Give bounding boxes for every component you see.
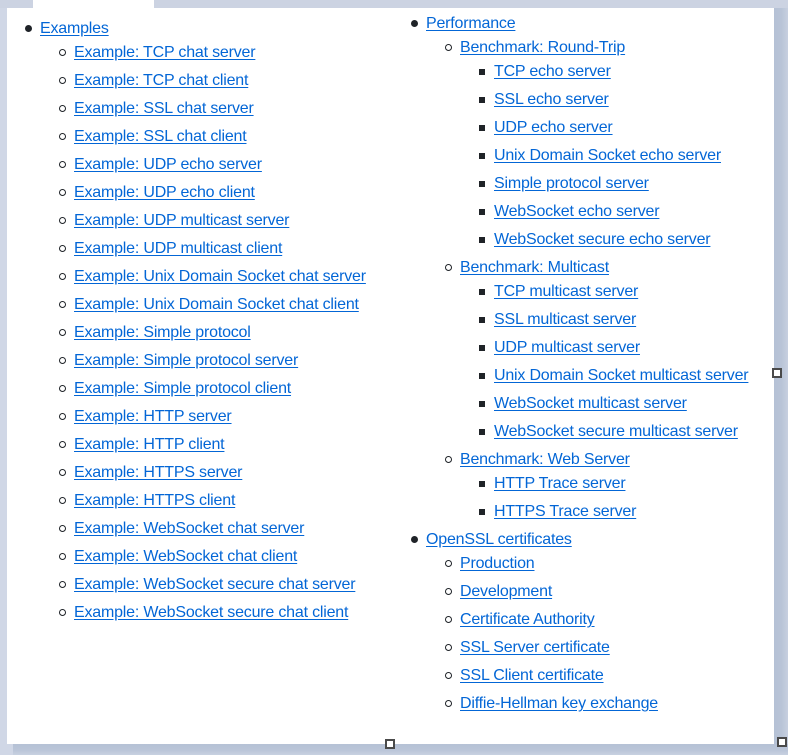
toc-item xyxy=(460,634,774,662)
toc-link[interactable]: SSL Client certificate xyxy=(460,667,604,684)
toc-link[interactable]: Benchmark: Multicast xyxy=(460,259,609,276)
toc-item xyxy=(460,578,774,606)
bullet-disc-icon xyxy=(411,20,418,27)
bullet-circle-icon xyxy=(445,588,452,595)
resize-handle-bottom-right[interactable] xyxy=(777,737,787,747)
bullet-square-icon xyxy=(479,153,485,159)
toc-item xyxy=(74,207,388,235)
toc-link[interactable]: Example: UDP echo client xyxy=(74,184,255,201)
bullet-circle-icon xyxy=(445,264,452,271)
toc-item xyxy=(74,263,388,291)
toc-column-right xyxy=(388,0,774,718)
toc-link[interactable]: Benchmark: Round-Trip xyxy=(460,39,626,56)
bullet-disc-icon xyxy=(411,536,418,543)
bullet-circle-icon xyxy=(59,49,66,56)
toc-link[interactable]: Diffie-Hellman key exchange xyxy=(460,695,658,712)
bullet-disc-icon xyxy=(25,25,32,32)
bullet-square-icon xyxy=(479,181,485,187)
toc-item xyxy=(40,15,388,627)
toc-item xyxy=(494,226,774,254)
toc-link[interactable]: WebSocket secure echo server xyxy=(494,231,711,248)
bullet-circle-icon xyxy=(59,217,66,224)
toc-link[interactable]: OpenSSL certificates xyxy=(426,531,572,548)
toc-link[interactable]: Example: UDP echo server xyxy=(74,156,262,173)
toc-link[interactable]: Example: HTTP client xyxy=(74,436,225,453)
toc-link[interactable]: Example: Simple protocol client xyxy=(74,380,292,397)
toc-link[interactable]: SSL Server certificate xyxy=(460,639,610,656)
top-strip-gap xyxy=(33,0,154,8)
toc-link[interactable]: Example: WebSocket secure chat client xyxy=(74,604,349,621)
toc-item xyxy=(460,690,774,718)
toc-item xyxy=(74,291,388,319)
resize-handle-right[interactable] xyxy=(772,368,782,378)
bullet-square-icon xyxy=(479,373,485,379)
toc-item xyxy=(494,362,774,390)
toc-column-left xyxy=(7,0,388,627)
toc-link[interactable]: Example: WebSocket secure chat server xyxy=(74,576,356,593)
bullet-circle-icon xyxy=(445,456,452,463)
toc-link[interactable]: Example: WebSocket chat server xyxy=(74,520,305,537)
bullet-circle-icon xyxy=(59,469,66,476)
bullet-circle-icon xyxy=(59,133,66,140)
toc-link[interactable]: HTTP Trace server xyxy=(494,475,626,492)
toc-item xyxy=(74,459,388,487)
content-panel xyxy=(7,0,774,744)
bullet-circle-icon xyxy=(59,245,66,252)
toc-link[interactable]: Benchmark: Web Server xyxy=(460,451,630,468)
toc-link[interactable]: Example: SSL chat client xyxy=(74,128,247,145)
bullet-circle-icon xyxy=(445,560,452,567)
bullet-square-icon xyxy=(479,97,485,103)
bullet-circle-icon xyxy=(59,581,66,588)
toc-link[interactable]: Simple protocol server xyxy=(494,175,649,192)
bullet-circle-icon xyxy=(445,616,452,623)
toc-link[interactable]: Example: UDP multicast server xyxy=(74,212,290,229)
toc-item xyxy=(74,543,388,571)
toc-link[interactable]: WebSocket multicast server xyxy=(494,395,687,412)
bullet-square-icon xyxy=(479,209,485,215)
bullet-square-icon xyxy=(479,317,485,323)
toc-link[interactable]: Production xyxy=(460,555,535,572)
toc-item xyxy=(460,446,774,526)
toc-item xyxy=(74,67,388,95)
bullet-square-icon xyxy=(479,429,485,435)
toc-item xyxy=(460,254,774,446)
toc-link[interactable]: Example: Simple protocol server xyxy=(74,352,299,369)
toc-item xyxy=(494,170,774,198)
toc-link[interactable]: Example: WebSocket chat client xyxy=(74,548,298,565)
toc-item xyxy=(494,334,774,362)
bullet-square-icon xyxy=(479,69,485,75)
bullet-circle-icon xyxy=(59,553,66,560)
toc-item xyxy=(74,123,388,151)
bullet-circle-icon xyxy=(445,672,452,679)
bullet-square-icon xyxy=(479,289,485,295)
bullet-square-icon xyxy=(479,509,485,515)
toc-link[interactable]: TCP multicast server xyxy=(494,283,639,300)
bullet-circle-icon xyxy=(59,413,66,420)
bullet-square-icon xyxy=(479,125,485,131)
toc-item xyxy=(74,95,388,123)
toc-item xyxy=(494,142,774,170)
toc-link[interactable]: Example: TCP chat server xyxy=(74,44,256,61)
toc-item xyxy=(494,198,774,226)
toc-item xyxy=(460,34,774,254)
toc-item xyxy=(74,599,388,627)
toc-link[interactable]: Unix Domain Socket echo server xyxy=(494,147,721,164)
toc-item xyxy=(494,390,774,418)
toc-link[interactable]: Example: UDP multicast client xyxy=(74,240,283,257)
bullet-circle-icon xyxy=(59,525,66,532)
toc-item xyxy=(74,179,388,207)
toc-item xyxy=(74,319,388,347)
toc-item xyxy=(494,498,774,526)
toc-link[interactable]: Example: SSL chat server xyxy=(74,100,254,117)
bullet-circle-icon xyxy=(445,644,452,651)
toc-item xyxy=(74,151,388,179)
toc-link[interactable]: Example: HTTPS server xyxy=(74,464,243,481)
bullet-circle-icon xyxy=(59,609,66,616)
toc-item xyxy=(494,418,774,446)
toc-link[interactable]: UDP echo server xyxy=(494,119,613,136)
toc-item xyxy=(74,403,388,431)
toc-item xyxy=(494,470,774,498)
bullet-circle-icon xyxy=(445,44,452,51)
toc-item xyxy=(426,10,774,526)
resize-handle-bottom[interactable] xyxy=(385,739,395,749)
toc-link[interactable]: SSL multicast server xyxy=(494,311,637,328)
toc-item xyxy=(74,235,388,263)
toc-item xyxy=(74,39,388,67)
bullet-circle-icon xyxy=(59,497,66,504)
bullet-circle-icon xyxy=(59,385,66,392)
toc-item xyxy=(460,662,774,690)
toc-item xyxy=(74,375,388,403)
bullet-circle-icon xyxy=(59,357,66,364)
bullet-circle-icon xyxy=(59,329,66,336)
toc-link[interactable]: TCP echo server xyxy=(494,63,611,80)
bullet-circle-icon xyxy=(59,273,66,280)
toc-link[interactable]: Example: HTTP server xyxy=(74,408,232,425)
toc-item xyxy=(74,487,388,515)
toc-link[interactable]: WebSocket secure multicast server xyxy=(494,423,738,440)
toc-item xyxy=(74,431,388,459)
toc-item xyxy=(494,58,774,86)
toc-link[interactable]: Development xyxy=(460,583,553,600)
toc-link[interactable]: Example: Simple protocol xyxy=(74,324,251,341)
bullet-circle-icon xyxy=(59,77,66,84)
bullet-square-icon xyxy=(479,345,485,351)
bullet-circle-icon xyxy=(445,700,452,707)
toc-link[interactable]: WebSocket echo server xyxy=(494,203,660,220)
toc-link[interactable]: Example: TCP chat client xyxy=(74,72,249,89)
toc-item xyxy=(494,306,774,334)
toc-item xyxy=(494,278,774,306)
toc-item xyxy=(460,606,774,634)
bullet-circle-icon xyxy=(59,161,66,168)
toc-item xyxy=(426,526,774,718)
bullet-square-icon xyxy=(479,237,485,243)
toc-link[interactable]: Example: HTTPS client xyxy=(74,492,236,509)
toc-link[interactable]: Certificate Authority xyxy=(460,611,595,628)
toc-link[interactable]: Unix Domain Socket multicast server xyxy=(494,367,749,384)
toc-link[interactable]: HTTPS Trace server xyxy=(494,503,637,520)
toc-link[interactable]: Examples xyxy=(40,20,109,37)
toc-link[interactable]: Performance xyxy=(426,15,516,32)
bullet-circle-icon xyxy=(59,301,66,308)
bullet-square-icon xyxy=(479,401,485,407)
toc-item xyxy=(460,550,774,578)
bottom-shadow-band xyxy=(13,744,788,755)
toc-link[interactable]: Example: Unix Domain Socket chat server xyxy=(74,268,366,285)
toc-link[interactable]: SSL echo server xyxy=(494,91,609,108)
toc-item xyxy=(74,515,388,543)
toc-item xyxy=(74,571,388,599)
toc-link[interactable]: Example: Unix Domain Socket chat client xyxy=(74,296,359,313)
bullet-circle-icon xyxy=(59,441,66,448)
toc-item xyxy=(74,347,388,375)
toc-link[interactable]: UDP multicast server xyxy=(494,339,640,356)
toc-item xyxy=(494,86,774,114)
bullet-square-icon xyxy=(479,481,485,487)
toc-item xyxy=(494,114,774,142)
bullet-circle-icon xyxy=(59,189,66,196)
bullet-circle-icon xyxy=(59,105,66,112)
